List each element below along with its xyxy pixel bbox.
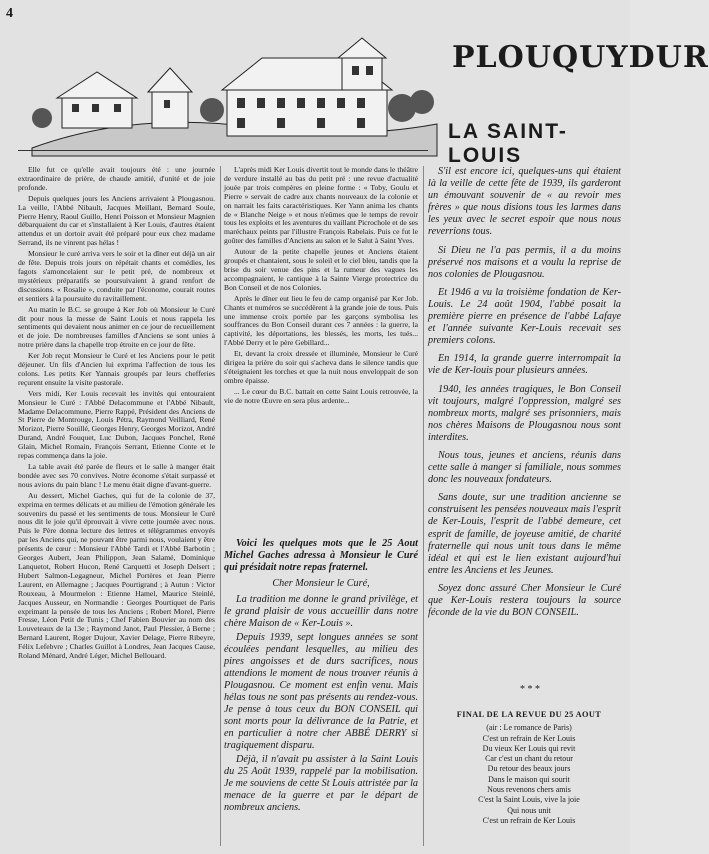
column-2 [224,166,418,408]
paragraph: La table avait été parée de fleurs et le salle à manger était bondée avec ses 70 convives. Notre économe s'était surpassé et nous avions du pain blanc ! Le menu était digne d'avant-guerre. [18,462,215,489]
header-rule [18,150,428,151]
letter-salutation: Cher Monsieur le Curé, [272,578,370,589]
masthead-title: PLOUQUYDUR [452,40,709,75]
paragraph: Après le dîner eut lieu le feu de camp organisé par Ker Job. Chants et numéros se succédèrent à la grande joie de tous. Puis une immense croix portée par les garçons symbolisa les souffrances du Bon Conseil durant ces 7 années : la guerre, la captivité, les déportations, les blessés, les morts, les tués... l'Abbé Derry et le père Gebillard... [224,293,418,348]
paragraph: Nous tous, jeunes et anciens, réunis dans cette salle à manger si familiale, nous sommes donc les nouveaux fondateurs. [428,449,621,486]
song-line: (air : Le romance de Paris) [486,723,572,733]
paragraph: Au dessert, Michel Gaches, qui fut de la colonie de 37, exprima en termes délicats et au milieu de l'émotion générale les souvenirs du passé et les sentiments de tous. Monsieur le Curé nous dit le joie qu'il éprouvait à vivre cette journée avec nous. Puis le Père donna lecture des lettres et télégrammes envoyés par les Anciens qui, ne pouvant être parmi nous, voulaient y être présents de cœur : Monsieur l'Abbé Tardi et l'Abbé Barbotin ; Georges Aubert, Jean Philippon, Jean Salamé, Dominique Lanquetot, Robert Hucon, René Carquetti et Joseph Delsert ; Hubert Salmon-Legagneur, Michel Portères et Jean Pierre Laurent, en Allemagne ; Jacques Pourtigrand ; à Autun : Victor Rouxeau, à Mourmelon : Etienne Hamel, Maurice Steinlé, Jacques Ausseur, en Normandie : Georges Pourtiquet de Paris exprimant la pensée de tous les Anciens ; Robert Morel, Pierre Fresse, Léon Petit de Tunis ; Chef Fabien Bouvier au nom des Louveteaux de la 13e ; Raymond Janot, Paul Plessier, à Berne ; Bernard Laurent, Roger Dujour, Xavier Delage, Pierre Ribeyre, Félix Lefebvre ; Charles Guillot à Londres, Jean Jacques Cause, Roland Ménard, André Léger, Michel Bellouard. [18,490,215,661]
paragraph: Au matin le B.C. se groupe à Ker Job où Monsieur le Curé dit pour nous la messe de Saint Louis et nous rappela les sentiments qui devaient nous animer en ce jour de recueillement et de joie. De nombreuses familles d'Anciens se sont unies à notre prière dans la chapelle trop étroite en ce jour de fête. [18,304,215,350]
song-line: C'est un refrain de Ker Louis [482,733,576,743]
article-title: LA SAINT-LOUIS [448,120,568,167]
paragraph: L'après midi Ker Louis divertit tout le monde dans le théâtre de verdure installé au bas du petit pré : une revue d'actualité jouée par trois compères en pleine forme : « Toby, Goulu et Pierre » servait de cadre aux chants nouveaux de la colonie et on narrait les faits caractéristiques. Ker Yann anima les chants de « Blanche Neige » et nous n'eûmes que le temps de revoir tous les exploits et les aventures du vaillant Picrochole et de ses maréchaux peints par l'illustre François Rabelais. Puis ce fut le goûter des familles d'Anciens au salon et le Salut à Saint Yves. [224,165,418,246]
letter-section [224,538,418,816]
section-separator: * * * [520,684,540,695]
letter-intro: Voici les quelques mots que le 25 Aout Michel Gaches adressa à Monsieur le Curé qui présidait notre repas fraternel. [224,538,418,573]
song-line: Du vieux Ker Louis qui revit [482,743,576,753]
paragraph: Et 1946 a vu la troisième fondation de Ker-Louis. Le 24 août 1904, l'abbé posait la première pierre en présence de l'abbé Lafaye et l'année suivante Ker-Louis recevait ses premiers colons. [428,286,621,347]
page-number: 4 [6,6,13,21]
paragraph: Sans doute, sur une tradition ancienne se construisent les pensées nouveaux mais l'esprit de Ker-Louis, l'esprit de l'abbé demeure, cet esprit de famille, de joyeuse amitié, de charité fraternelle qui nous unit tous dans le même idéal et qui est le lien existant aujourd'hui entre les Anciens et les Jeunes. [428,492,621,576]
song-line: Du retour des beaux jours [487,764,571,774]
paragraph: Depuis quelques jours les Anciens arrivaient à Plougasnou. La veille, l'Abbé Nibault, Jacques Meillant, Bernard Soule, Pierre Henry, Raoul Guillo, Henri Poisson et Monsieur Magnien débarquaient du car et s'installaient à Ker Louis, d'autres étaient attendus et un dortoir avait été préparé pour eux chez madame Serrand, ils ne vinrent pas hélas ! [18,193,215,248]
paragraph: Si Dieu ne l'a pas permis, il a du moins préservé nos maisons et a voulu la reprise de nos colonies de Plougasnou. [428,244,621,280]
paragraph: Autour de la petite chapelle jeunes et Anciens étaient groupés et chantaient, sous le soleil et le ciel bleu, tandis que la brise du soir venue des pins et la rumeur des vagues les accompagnaient, le cantique à la Sainte Vierge protectrice du Bon Conseil et de nos Colonies. [224,247,418,292]
letter-paragraph: La tradition me donne le grand privilège, et le grand plaisir de vous accueillir dans notre chère Maison de « Ker-Louis ». [224,594,418,629]
column-3 [428,166,621,625]
song-line: Dans le maison qui sourit [488,774,570,784]
paragraph: En 1914, la grande guerre interrompait la vie de Ker-louis pour plusieurs années. [428,353,621,377]
column-divider [220,166,221,846]
song-line: Nous revenons chers amis [487,785,571,795]
song-line: C'est un refrain de Ker Louis [482,815,576,825]
paragraph: 1940, les années tragiques, le Bon Conseil vit toujours, malgré l'oppression, malgré ses nombreux morts, malgré ses prisonniers, mais nos chères Maisons de Plougasnou nous sont interdites. [428,383,621,443]
paragraph: Soyez donc assuré Cher Monsieur le Curé que Ker-Louis restera toujours la source féconde de la vie du BON CONSEIL. [428,582,621,619]
paragraph: ... Le cœur du B.C. battait en cette Saint Louis retrouvée, la vie de notre Œuvre en sera plus ardente... [224,386,418,405]
column-divider [423,166,424,846]
final-revue [434,710,624,826]
ker-louis-illustration [22,38,442,158]
final-revue-title: FINAL DE LA REVUE DU 25 AOUT [456,710,602,719]
paragraph: Vers midi, Ker Louis recevait les invités qui entouraient Monsieur le Curé : l'Abbé Delacommune et l'Abbé Nibault, Madame Delacommune, Pierre Rappé, Président des Anciens de St Pierre de Montrouge, Louis Pétra, Raymond Veilliard, René Morizot, Pierre Souillé, Georges Henry, Georges Morizot, André Durand, André Fouquet, Luc Dubon, Jacques Ponchel, René Glain, Michel Romain, François Serrant, Etienne Conte et le repas commença dans la joie. [18,388,215,461]
letter-paragraph: Depuis 1939, sept longues années se sont écoulées pendant lesquelles, au milieu des pires angoisses et de durs sacrifices, nous attendions le moment de nous trouver réunis à Plougasnou. Ce moment est enfin venu. Mais hélas tous ne sont pas présents au rendez-vous. Je pense à tous ceux du BON CONSEIL qui sont morts pour la délivrance de la Patrie, et en particulier à notre cher ABBÉ DERRY si tragiquement disparu. [224,632,418,751]
paragraph: Ker Job reçut Monsieur le Curé et les Anciens pour le petit déjeuner. Un fils d'Ancien lui exprima l'affection de tous les colons. Les petits Ker Yannais groupés par leurs chefferies reçurent ensuite la visite pastorale. [18,351,215,387]
song-line: Qui nous unit [507,805,551,815]
paragraph: S'il est encore ici, quelques-uns qui étaient là la veille de cette fête de 1939, ils garderont un émouvant souvenir de « au revoir mes frères » que nous disions tous les larmes dans les yeux avec le secret espoir que nous nous reverrions tous. [428,166,621,238]
song-line: C'est la Saint Louis, vive la joie [478,795,580,805]
paragraph: Monsieur le curé arriva vers le soir et la dîner eut déjà un air de fête. Depuis trois jours on répétait chants et comédies, les fagots s'amoncelaient sur le petit pré, de nombreux et mystérieux préparatifs se poursuivaient à grand renfort de discussions. « Rosalie », conduite par l'économe, courait routes et sentiers à la poursuite du ravitaillement. [18,249,215,303]
paragraph: Et, devant la croix dressée et illuminée, Monsieur le Curé dirigea la prière du soir qui s'acheva dans le silence tandis que s'éteignaient les torches et que la nuit nous enveloppait de son ombre épaisse. [224,349,418,385]
song-line: Car c'est un chant du retour [485,754,573,764]
column-1 [18,166,215,663]
paragraph: Elle fut ce qu'elle avait toujours été : une journée extraordinaire de prière, de chaude amitié, d'unité et de joie profonde. [18,165,215,192]
letter-paragraph: Déjà, il n'avait pu assister à la Saint Louis du 25 Août 1939, rappelé par la mobilisation. Je me souviens de cette St Louis attristée par la menace de la guerre et par le départ de nombreux anciens. [224,754,418,813]
